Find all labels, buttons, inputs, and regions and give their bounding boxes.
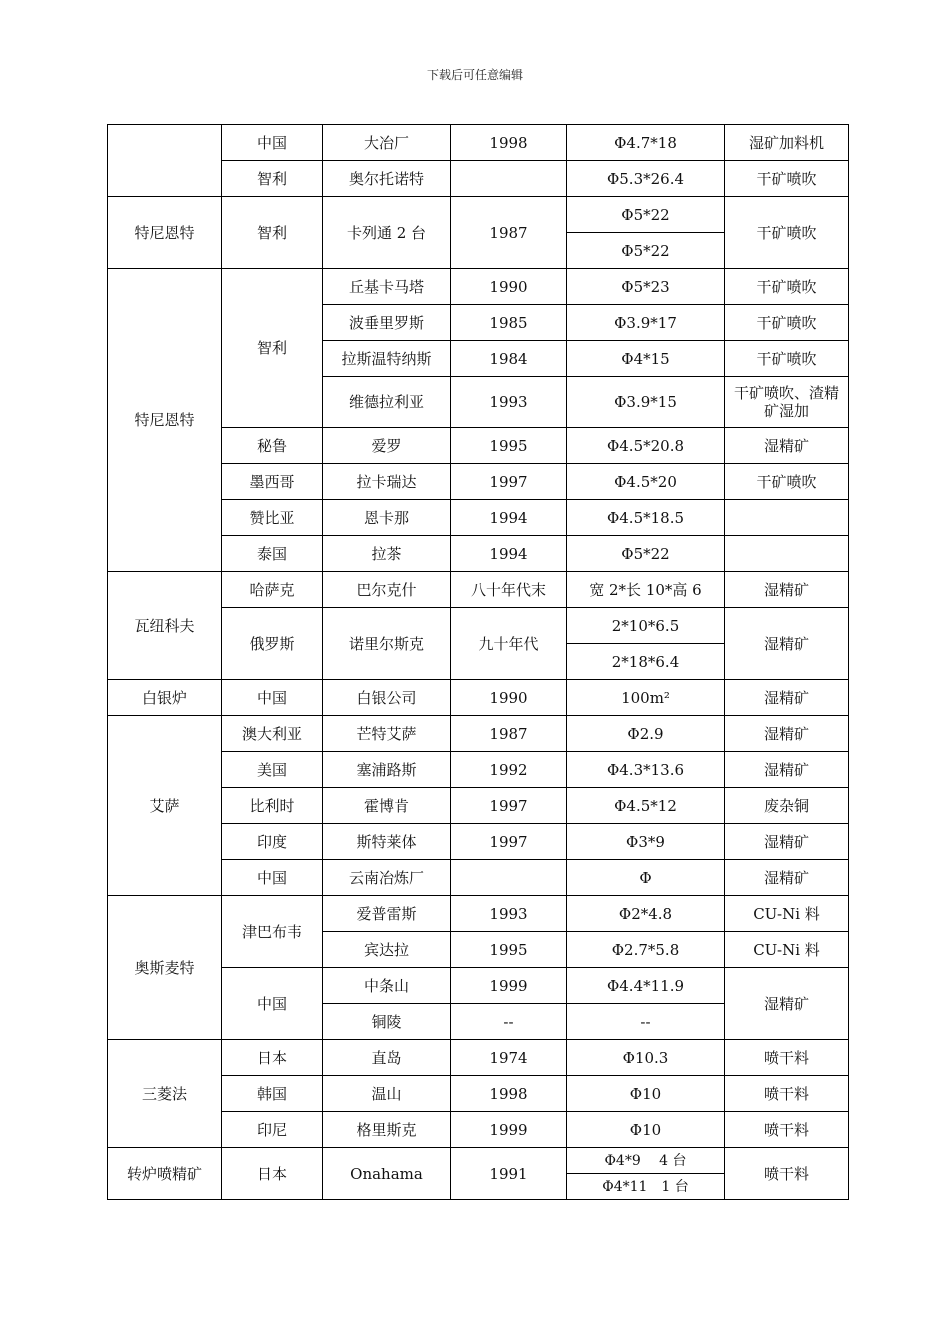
year-cell: 1995	[451, 428, 567, 464]
process-cell: 特尼恩特	[108, 197, 222, 269]
year-cell: 1995	[451, 932, 567, 968]
size-cell: Φ10	[567, 1112, 725, 1148]
size-cell: Φ2.9	[567, 716, 725, 752]
plant-cell: 波垂里罗斯	[323, 305, 451, 341]
feed-cell: 湿精矿	[725, 860, 849, 896]
year-cell: 1997	[451, 464, 567, 500]
plant-cell: 白银公司	[323, 680, 451, 716]
feed-cell: CU-Ni 料	[725, 896, 849, 932]
year-cell: 1997	[451, 824, 567, 860]
process-cell: 瓦纽科夫	[108, 572, 222, 680]
process-cell: 白银炉	[108, 680, 222, 716]
year-cell: 1998	[451, 1076, 567, 1112]
plant-cell: 拉茶	[323, 536, 451, 572]
process-cell: 特尼恩特	[108, 269, 222, 572]
table-row	[108, 680, 849, 716]
plant-cell: 直岛	[323, 1040, 451, 1076]
year-cell: 1985	[451, 305, 567, 341]
country-cell: 中国	[222, 968, 323, 1040]
country-cell: 中国	[222, 860, 323, 896]
feed-cell: 干矿喷吹	[725, 464, 849, 500]
size-cell: Φ4.3*13.6	[567, 752, 725, 788]
table-row	[108, 896, 849, 932]
size-cell: Φ4*15	[567, 341, 725, 377]
year-cell: --	[451, 1004, 567, 1040]
table-row	[108, 716, 849, 752]
plant-cell: 卡列通 2 台	[323, 197, 451, 269]
country-cell: 美国	[222, 752, 323, 788]
feed-cell: 喷干料	[725, 1148, 849, 1200]
size-cell: Φ4.5*20.8	[567, 428, 725, 464]
country-cell: 日本	[222, 1040, 323, 1076]
plant-cell: 芒特艾萨	[323, 716, 451, 752]
country-cell: 哈萨克	[222, 572, 323, 608]
plant-cell: 宾达拉	[323, 932, 451, 968]
year-cell: 1987	[451, 716, 567, 752]
size-cell: Φ5*22	[567, 197, 725, 233]
plant-cell: 大冶厂	[323, 125, 451, 161]
country-cell: 中国	[222, 680, 323, 716]
feed-cell: CU-Ni 料	[725, 932, 849, 968]
country-cell: 印尼	[222, 1112, 323, 1148]
feed-cell: 湿矿加料机	[725, 125, 849, 161]
year-cell: 1990	[451, 680, 567, 716]
country-cell: 智利	[222, 197, 323, 269]
plant-cell: 格里斯克	[323, 1112, 451, 1148]
plant-cell: 中条山	[323, 968, 451, 1004]
size-cell: Φ4.5*12	[567, 788, 725, 824]
country-cell: 印度	[222, 824, 323, 860]
size-cell: Φ4.5*18.5	[567, 500, 725, 536]
feed-cell: 湿精矿	[725, 680, 849, 716]
plant-cell: 诺里尔斯克	[323, 608, 451, 680]
process-cell: 奥斯麦特	[108, 896, 222, 1040]
size-cell: 2*18*6.4	[567, 644, 725, 680]
size-cell: Φ3*9	[567, 824, 725, 860]
year-cell: 八十年代末	[451, 572, 567, 608]
plant-cell: 斯特莱体	[323, 824, 451, 860]
size-cell: Φ2*4.8	[567, 896, 725, 932]
plant-cell: 塞浦路斯	[323, 752, 451, 788]
size-cell: Φ4.7*18	[567, 125, 725, 161]
plant-cell: 拉卡瑞达	[323, 464, 451, 500]
size-cell: Φ10.3	[567, 1040, 725, 1076]
year-cell: 1999	[451, 968, 567, 1004]
country-cell: 秘鲁	[222, 428, 323, 464]
year-cell: 1992	[451, 752, 567, 788]
table-row	[108, 572, 849, 608]
smelter-table	[107, 124, 849, 1200]
plant-cell: 拉斯温特纳斯	[323, 341, 451, 377]
plant-cell: 恩卡那	[323, 500, 451, 536]
table-row	[108, 269, 849, 305]
plant-cell: 爱罗	[323, 428, 451, 464]
feed-cell	[725, 500, 849, 536]
feed-cell: 湿精矿	[725, 572, 849, 608]
year-cell: 1993	[451, 896, 567, 932]
size-cell: Φ5*23	[567, 269, 725, 305]
year-cell: 1990	[451, 269, 567, 305]
year-cell: 1987	[451, 197, 567, 269]
table-row	[108, 125, 849, 161]
year-cell: 1994	[451, 500, 567, 536]
feed-cell: 湿精矿	[725, 608, 849, 680]
size-cell: Φ4.5*20	[567, 464, 725, 500]
plant-cell: Onahama	[323, 1148, 451, 1200]
feed-cell: 湿精矿	[725, 824, 849, 860]
size-cell: Φ4*9 4 台	[567, 1148, 725, 1174]
process-cell	[108, 125, 222, 197]
plant-cell: 铜陵	[323, 1004, 451, 1040]
plant-cell: 霍博肯	[323, 788, 451, 824]
plant-cell: 爱普雷斯	[323, 896, 451, 932]
country-cell: 韩国	[222, 1076, 323, 1112]
size-cell: Φ5*22	[567, 536, 725, 572]
feed-cell: 喷干料	[725, 1112, 849, 1148]
feed-cell: 干矿喷吹	[725, 161, 849, 197]
plant-cell: 维德拉利亚	[323, 377, 451, 428]
feed-cell: 干矿喷吹	[725, 269, 849, 305]
table-row	[108, 1148, 849, 1174]
size-cell: Φ5*22	[567, 233, 725, 269]
year-cell: 1998	[451, 125, 567, 161]
plant-cell: 巴尔克什	[323, 572, 451, 608]
feed-cell: 干矿喷吹	[725, 305, 849, 341]
year-cell: 九十年代	[451, 608, 567, 680]
feed-cell: 喷干料	[725, 1076, 849, 1112]
feed-cell	[725, 536, 849, 572]
country-cell: 津巴布韦	[222, 896, 323, 968]
feed-cell: 废杂铜	[725, 788, 849, 824]
process-cell: 转炉喷精矿	[108, 1148, 222, 1200]
size-cell: Φ5.3*26.4	[567, 161, 725, 197]
size-cell: Φ10	[567, 1076, 725, 1112]
country-cell: 墨西哥	[222, 464, 323, 500]
plant-cell: 云南冶炼厂	[323, 860, 451, 896]
plant-cell: 丘基卡马塔	[323, 269, 451, 305]
table-row	[108, 1040, 849, 1076]
year-cell: 1984	[451, 341, 567, 377]
country-cell: 中国	[222, 125, 323, 161]
size-cell: Φ4*11 1 台	[567, 1174, 725, 1200]
country-cell: 智利	[222, 161, 323, 197]
table-row	[108, 197, 849, 233]
size-cell: Φ	[567, 860, 725, 896]
year-cell: 1994	[451, 536, 567, 572]
country-cell: 俄罗斯	[222, 608, 323, 680]
size-cell: Φ4.4*11.9	[567, 968, 725, 1004]
year-cell: 1974	[451, 1040, 567, 1076]
feed-cell: 湿精矿	[725, 752, 849, 788]
country-cell: 澳大利亚	[222, 716, 323, 752]
year-cell: 1991	[451, 1148, 567, 1200]
plant-cell: 温山	[323, 1076, 451, 1112]
size-cell: Φ3.9*15	[567, 377, 725, 428]
size-cell: 100m²	[567, 680, 725, 716]
plant-cell: 奥尔托诺特	[323, 161, 451, 197]
size-cell: --	[567, 1004, 725, 1040]
page-header: 下载后可任意编辑	[426, 68, 523, 82]
process-cell: 艾萨	[108, 716, 222, 896]
process-cell: 三菱法	[108, 1040, 222, 1148]
year-cell	[451, 860, 567, 896]
size-cell: 2*10*6.5	[567, 608, 725, 644]
feed-cell: 湿精矿	[725, 716, 849, 752]
year-cell: 1993	[451, 377, 567, 428]
country-cell: 泰国	[222, 536, 323, 572]
feed-cell: 湿精矿	[725, 428, 849, 464]
country-cell: 日本	[222, 1148, 323, 1200]
feed-cell: 喷干料	[725, 1040, 849, 1076]
feed-cell: 干矿喷吹	[725, 197, 849, 269]
feed-cell: 湿精矿	[725, 968, 849, 1040]
size-cell: Φ3.9*17	[567, 305, 725, 341]
country-cell: 赞比亚	[222, 500, 323, 536]
country-cell: 智利	[222, 269, 323, 428]
country-cell: 比利时	[222, 788, 323, 824]
year-cell: 1999	[451, 1112, 567, 1148]
feed-cell: 干矿喷吹	[725, 341, 849, 377]
feed-cell: 干矿喷吹、渣精矿湿加	[725, 377, 849, 428]
year-cell	[451, 161, 567, 197]
year-cell: 1997	[451, 788, 567, 824]
size-cell: Φ2.7*5.8	[567, 932, 725, 968]
size-cell: 宽 2*长 10*高 6	[567, 572, 725, 608]
